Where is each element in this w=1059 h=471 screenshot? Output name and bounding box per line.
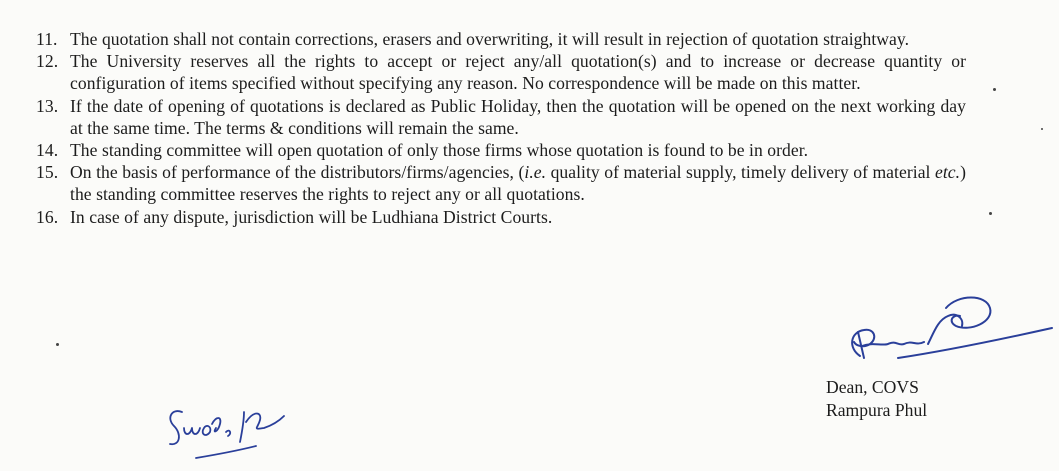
signatory-designation: Dean, COVS xyxy=(826,377,919,397)
clause-text: The standing committee will open quotation of only those firms whose quotation is found to be in order. xyxy=(70,140,809,161)
clause-item xyxy=(36,206,966,228)
clause-item xyxy=(36,28,966,50)
clause-number: 14. xyxy=(36,140,59,161)
clause-item xyxy=(36,50,966,94)
scan-speck xyxy=(56,343,59,346)
clause-text xyxy=(70,162,966,204)
clause-number: 12. xyxy=(36,51,59,72)
clause-number: 16. xyxy=(36,206,59,227)
witness-signature xyxy=(160,398,290,468)
clause-text-segment: quality of material supply, timely delivery of material xyxy=(546,162,935,183)
signatory-block xyxy=(826,376,927,422)
clause-text-segment: On the basis of performance of the distributors/firms/agencies, ( xyxy=(70,162,525,183)
clause-text: If the date of opening of quotations is declared as Public Holiday, then the quotation will be opened on the next working day at the same time. The terms & conditions will remain the same. xyxy=(70,95,966,138)
clause-number: 15. xyxy=(36,162,59,183)
clause-text: In case of any dispute, jurisdiction will be Ludhiana District Courts. xyxy=(70,206,553,227)
clause-text-segment: ) the standing committee reserves the rights to reject any or all quotations. xyxy=(70,162,966,205)
clause-item xyxy=(36,139,966,161)
clause-text: The University reserves all the rights to accept or reject any/all quotation(s) and to increase or decrease quantity or configuration of items specified without specifying any reason. No correspondence will be made on this matter. xyxy=(70,51,966,94)
clause-number: 11. xyxy=(36,29,58,49)
signatory-place: Rampura Phul xyxy=(826,400,928,420)
clause-number: 13. xyxy=(36,95,59,116)
terms-list xyxy=(36,28,966,228)
scan-speck xyxy=(989,212,992,215)
clause-item xyxy=(36,95,966,139)
clause-text: The quotation shall not contain corrections, erasers and overwriting, it will result in rejection of quotation straightway. xyxy=(70,29,910,49)
scan-speck xyxy=(993,88,996,91)
dean-signature xyxy=(838,286,1054,370)
clause-item xyxy=(36,161,966,205)
scan-speck xyxy=(1041,128,1043,130)
clause-text-italic: etc. xyxy=(934,162,961,183)
clause-text-italic: i.e. xyxy=(524,162,547,183)
